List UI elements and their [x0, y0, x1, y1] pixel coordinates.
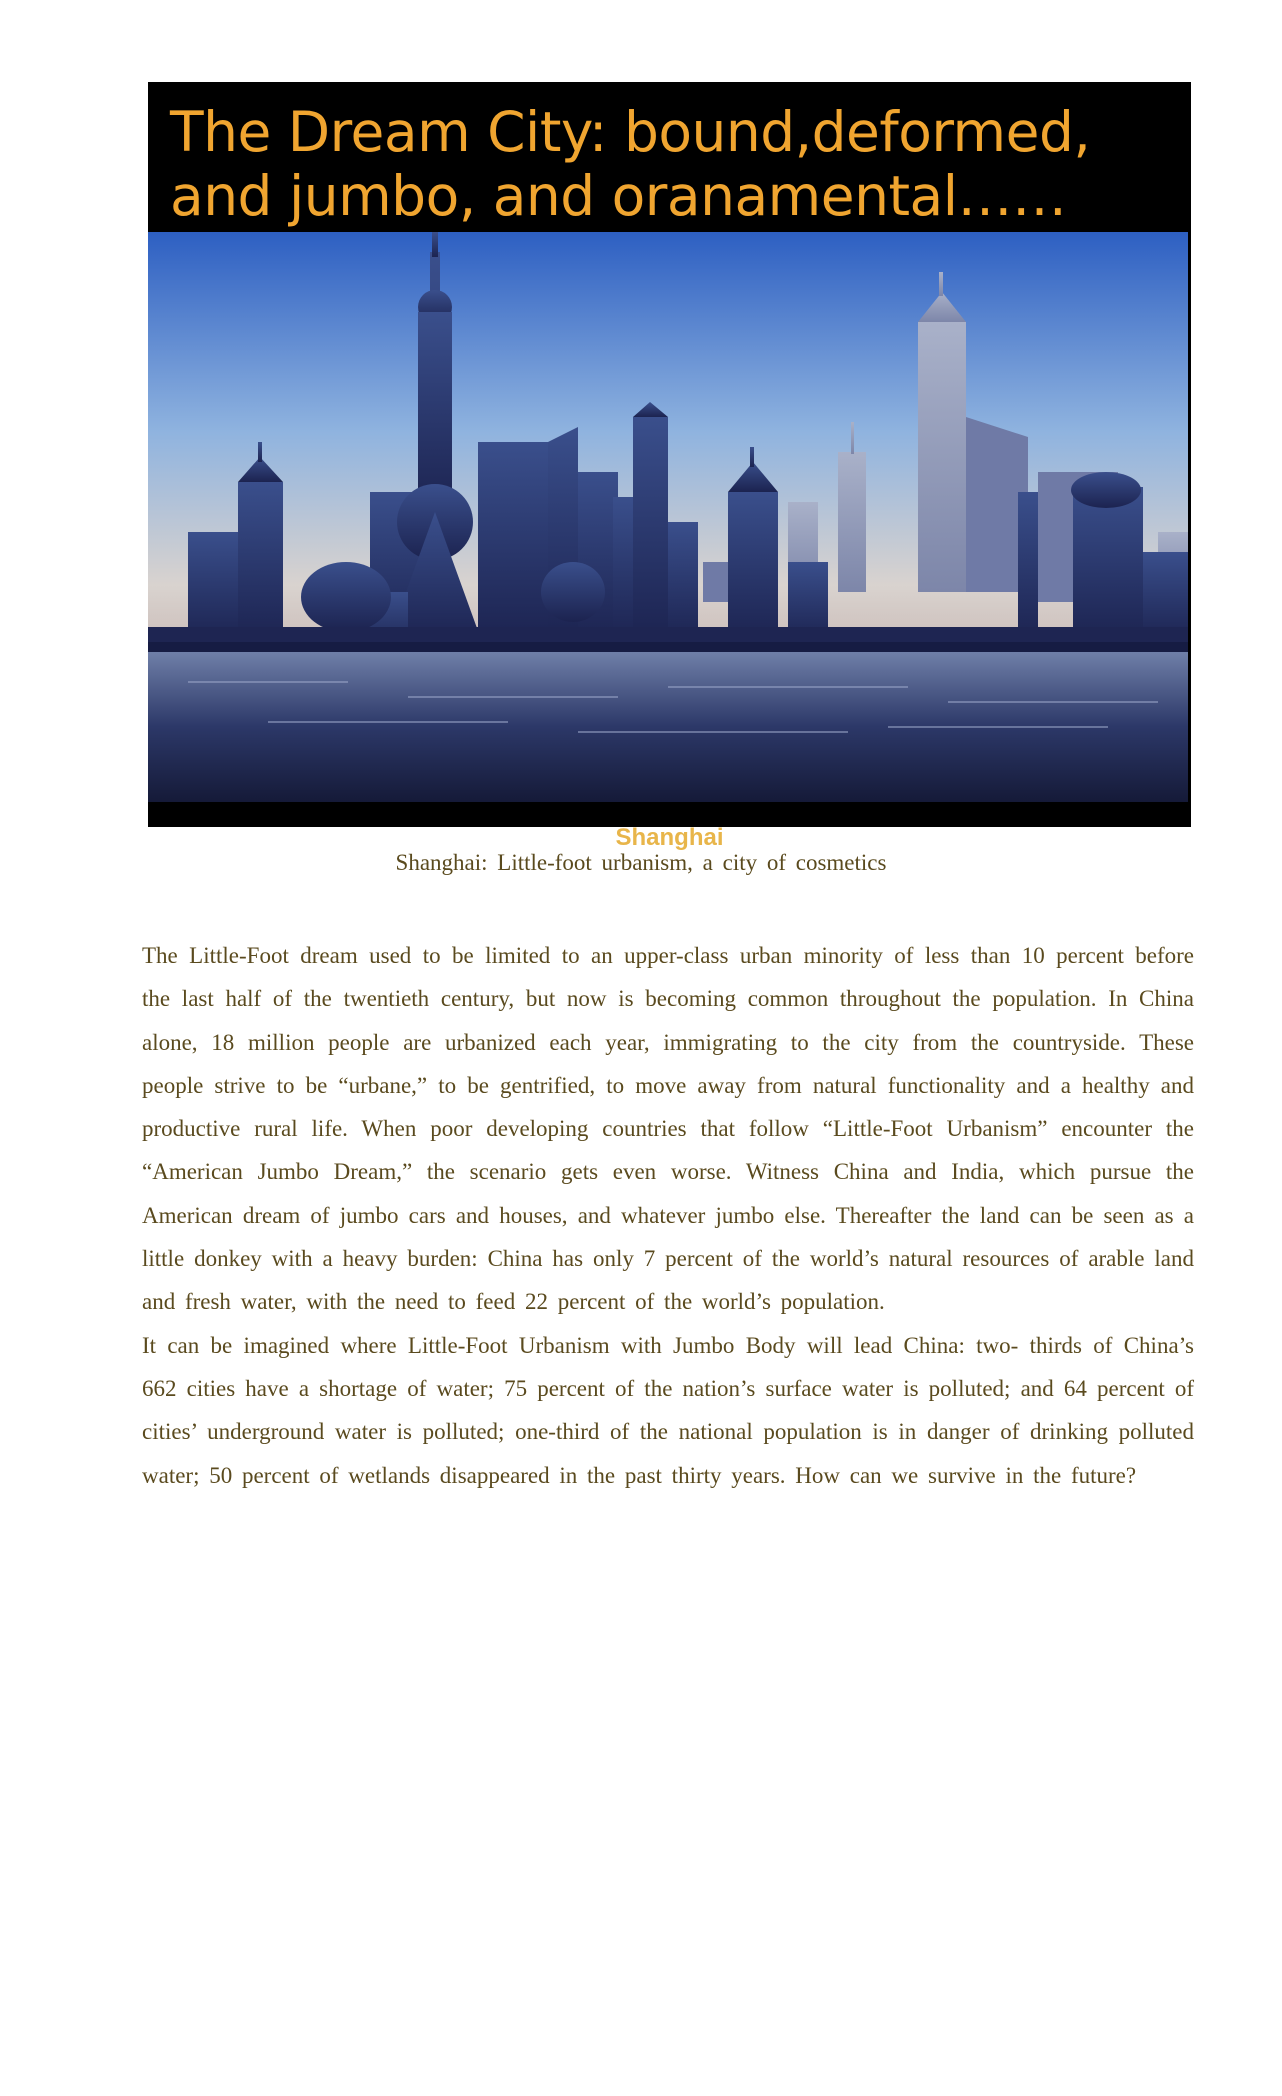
body-text [142, 934, 1194, 1497]
figure-slide [148, 82, 1191, 851]
figure-caption: Shanghai: Little-foot urbanism, a city of cosmetics [395, 850, 887, 875]
paragraph: It can be imagined where Little-Foot Urbanism with Jumbo Body will lead China: two- thirds of China’s 662 cities have a shortage of water; 75 percent of the nation’s surface water is polluted; and 64 percent of cities’ underground water is polluted; one-third of the national population is in danger of drinking polluted water; 50 percent of wetlands disappeared in the past thirty years. How can we survive in the future? [142, 1332, 1194, 1488]
paragraph: The Little-Foot dream used to be limited to an upper-class urban minority of less than 10 percent before the last half of the twentieth century, but now is becoming common throughout the population. In China alone, 18 million people are urbanized each year, immigrating to the city from the countryside. These people strive to be “urbane,” to be gentrified, to move away from natural functionality and a healthy and productive rural life. When poor developing countries that follow “Little-Foot Urbanism” encounter the “American Jumbo Dream,” the scenario gets even worse. Witness China and India, which pursue the American dream of jumbo cars and houses, and whatever jumbo else. Thereafter the land can be seen as a little donkey with a heavy burden: China has only 7 percent of the world’s natural resources of arable land and fresh water, with the need to feed 22 percent of the world’s population. [142, 943, 1194, 1315]
shanghai-skyline-image [148, 232, 1188, 802]
skyline-photo [148, 232, 1188, 802]
figure-city-label: Shanghai [615, 824, 724, 851]
figure-title: The Dream City: bound,deformed, and jumbo, and oranamental…… [170, 100, 1091, 228]
